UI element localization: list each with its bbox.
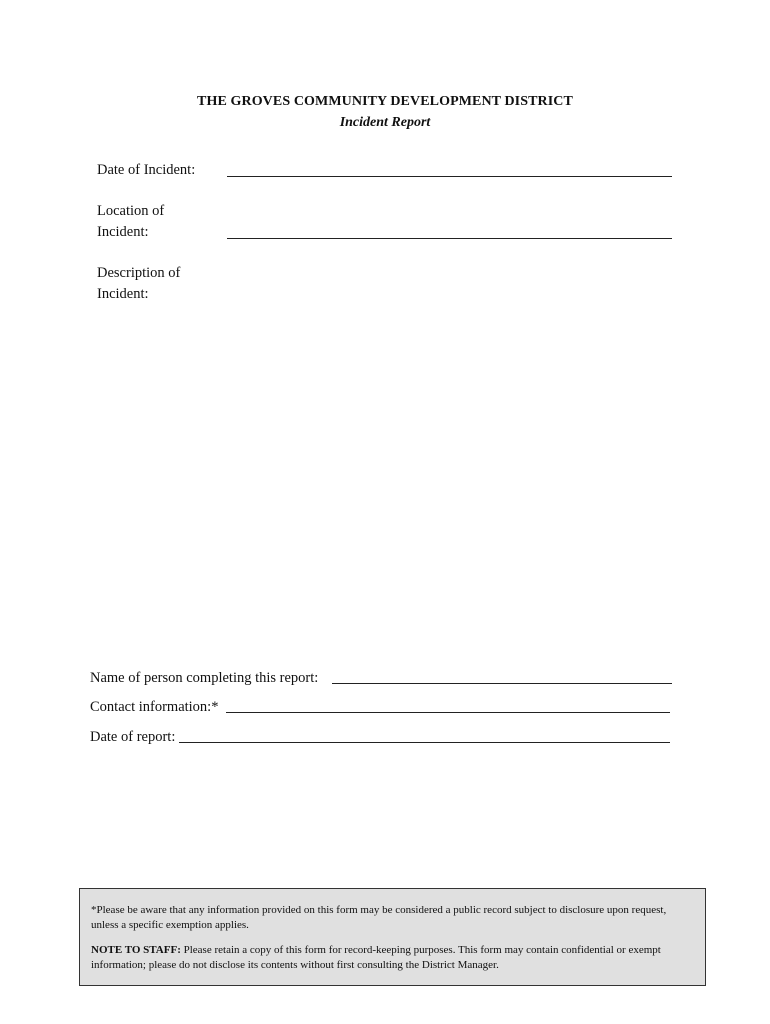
location-label-line1: Location of	[97, 203, 165, 219]
description-label-line1: Description of	[97, 265, 181, 281]
date-of-report-label: Date of report:	[90, 729, 176, 745]
form-subtitle: Incident Report	[339, 115, 431, 130]
description-of-incident-area[interactable]	[226, 262, 672, 642]
staff-note	[91, 943, 694, 973]
form-title: THE GROVES COMMUNITY DEVELOPMENT DISTRICT	[197, 94, 573, 109]
contact-label: Contact information:*	[90, 699, 219, 715]
date-of-incident-label: Date of Incident:	[97, 162, 196, 178]
location-label-line2: Incident:	[97, 224, 149, 240]
date-of-report-field[interactable]	[179, 742, 670, 743]
name-field[interactable]	[332, 683, 672, 684]
location-of-incident-field[interactable]	[227, 238, 672, 239]
contact-field[interactable]	[226, 712, 670, 713]
date-of-incident-field[interactable]	[227, 176, 672, 177]
notice-box	[79, 888, 706, 986]
disclosure-notice: *Please be aware that any information provided on this form may be considered a public record subject to disclosure upon request, unless a specific exemption applies.	[91, 904, 667, 931]
staff-note-text: Please retain a copy of this form for record-keeping purposes. This form may contain confidential or exempt information; please do not disclose its contents without first consulting the District Manager.	[91, 944, 661, 971]
description-label-line2: Incident:	[97, 286, 149, 302]
name-label: Name of person completing this report:	[90, 670, 319, 686]
staff-note-heading: NOTE TO STAFF:	[91, 944, 181, 956]
